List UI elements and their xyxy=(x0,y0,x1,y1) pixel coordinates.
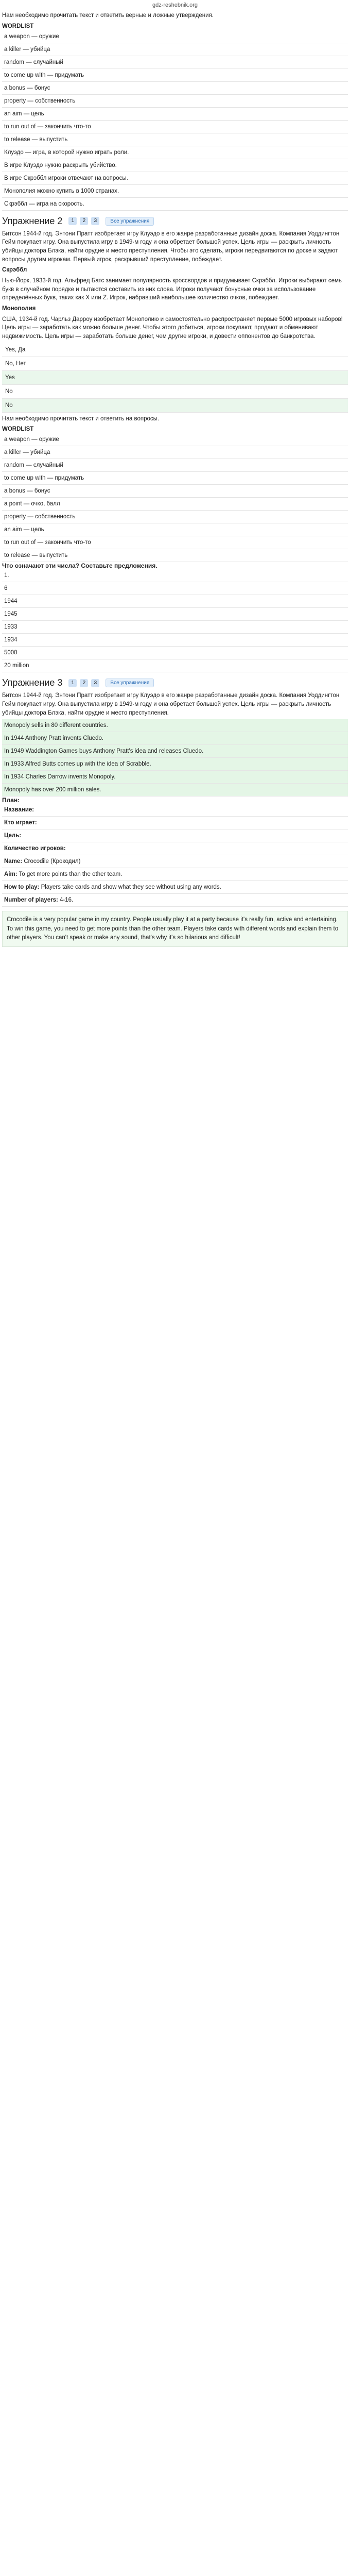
vocab-item: a bonus — бонус xyxy=(2,485,348,498)
facts-list xyxy=(2,719,348,796)
exercise-number[interactable]: 1 xyxy=(68,217,77,225)
wordlist-2 xyxy=(2,433,348,562)
vocab-item: to come up with — придумать xyxy=(2,472,348,485)
vocab-item: an aim — цель xyxy=(2,523,348,536)
plan-label: Aim: xyxy=(4,871,18,878)
exercise-number[interactable]: 2 xyxy=(80,217,88,225)
exercise-3-header xyxy=(2,677,348,688)
vocab-item: a weapon — оружие xyxy=(2,433,348,446)
task-2-text: Нам необходимо прочитать текст и ответить на вопросы. xyxy=(2,415,160,422)
vocab-item: a killer — убийца xyxy=(2,446,348,459)
vocab-item: to run out of — закончить что-то xyxy=(2,536,348,549)
number-item: 1933 xyxy=(2,621,348,634)
exercise-2-header xyxy=(2,216,348,227)
paragraph: Монополия xyxy=(2,306,36,312)
page xyxy=(0,0,350,947)
vocab-item: an aim — цель xyxy=(2,108,348,121)
wordlist xyxy=(2,30,348,146)
exercise-number[interactable]: 3 xyxy=(91,679,99,687)
plan-label: How to play: xyxy=(4,884,40,891)
answer-option[interactable]: No xyxy=(2,399,348,413)
numbers-list xyxy=(2,569,348,672)
answer-option[interactable]: No, Нет xyxy=(2,357,348,371)
all-exercises-button[interactable]: Все упражнения xyxy=(106,217,154,226)
number-item: 1944 xyxy=(2,595,348,608)
plan-label: Кто играет: xyxy=(4,820,37,826)
plan-row xyxy=(2,894,348,907)
plan-label: Количество игроков: xyxy=(4,845,66,852)
plan-row xyxy=(2,842,348,855)
statement: В игре Клуэдо нужно раскрыть убийство. xyxy=(2,159,348,172)
vocab-item: to release — выпустить xyxy=(2,549,348,562)
exercise-number[interactable]: 2 xyxy=(80,679,88,687)
answer-option[interactable]: Yes xyxy=(2,371,348,385)
number-item: 1945 xyxy=(2,608,348,621)
all-exercises-button[interactable]: Все упражнения xyxy=(106,679,154,687)
plan-heading: План: xyxy=(2,796,20,804)
intro-text: Нам необходимо прочитать текст и ответить верные и ложные утверждения. xyxy=(2,12,214,19)
fact-item: In 1933 Alfred Butts comes up with the idea of Scrabble. xyxy=(2,758,348,771)
plan-row xyxy=(2,817,348,829)
paragraph: Битсон 1944-й год. Энтони Пратт изобретает игру Клуэдо в его жанре разработанные дизайн доска. Компания Уоддингтон Гейм покупает игру. Она выпустила игру в 1949-м году и она обретает большой успех. Цель игры — раскрыть личность убийцы доктора Блэка, найти орудие и место преступления. Чтобы это сделать, игроки передвигаются по доске и задают вопросы другим игрокам. Первый игрок, раскрывший преступление, побеждает. xyxy=(2,230,340,263)
plan-list xyxy=(2,804,348,907)
exercise-3-nav xyxy=(68,679,99,687)
plan-row xyxy=(2,868,348,881)
paragraph: Скрэббл xyxy=(2,267,27,274)
plan-label: Number of players: xyxy=(4,897,58,904)
plan-label: Название: xyxy=(4,807,34,814)
text-body xyxy=(2,230,348,341)
wordlist-heading: WORDLIST xyxy=(2,23,34,29)
exercise-number[interactable]: 1 xyxy=(68,679,77,687)
wordlist-heading-2: WORDLIST xyxy=(2,426,34,433)
answer-options xyxy=(2,343,348,413)
exercise-2-title: Упражнение 2 xyxy=(2,215,63,226)
statement: Клуэдо — игра, в которой нужно играть роли. xyxy=(2,146,348,159)
fact-item: In 1944 Anthony Pratt invents Cluedo. xyxy=(2,732,348,745)
fact-item: In 1949 Waddington Games buys Anthony Pratt's idea and releases Cluedo. xyxy=(2,745,348,758)
vocab-item: property — собственность xyxy=(2,95,348,108)
vocab-item: random — случайный xyxy=(2,56,348,69)
exercise-3-text: Битсон 1944-й год. Энтони Пратт изобретает игру Клуэдо в его жанре разработанные дизайн доска. Компания Уоддингтон Гейм покупает игру. Она выпустила игру в 1949-м году и она обретает большой успех. Цель игры — раскрыть личность убийцы доктора Блэка, найти орудие и место преступления. xyxy=(2,692,340,716)
number-item: 1. xyxy=(2,569,348,582)
vocab-item: property — собственность xyxy=(2,511,348,523)
number-item: 6 xyxy=(2,582,348,595)
vocab-item: to release — выпустить xyxy=(2,133,348,146)
vocab-item: a killer — убийца xyxy=(2,43,348,56)
paragraph: Нью-Йорк, 1933-й год. Альфред Батс занимает популярность кроссвордов и придумывает Скрэббл. Игроки выбирают семь букв в случайном порядке и пытаются составить из них слова. Игроки получают бонусные очки за использование определённых букв, таких как Х или Z. Игрок, набравший наибольшее количество очков, побеждает. xyxy=(2,278,342,301)
vocab-item: to come up with — придумать xyxy=(2,69,348,82)
plan-value: Crocodile (Крокодил) xyxy=(22,858,81,865)
plan-row xyxy=(2,855,348,868)
vocab-item: a bonus — бонус xyxy=(2,82,348,95)
number-item: 5000 xyxy=(2,647,348,659)
exercise-number[interactable]: 3 xyxy=(91,217,99,225)
statement: В игре Скрэббл игроки отвечают на вопросы. xyxy=(2,172,348,185)
plan-label: Цель: xyxy=(4,833,22,839)
exercise-3-title: Упражнение 3 xyxy=(2,677,63,688)
vocab-item: to run out of — закончить что-то xyxy=(2,121,348,133)
statement: Скрэббл — игра на скорость. xyxy=(2,198,348,211)
number-item: 20 million xyxy=(2,659,348,672)
plan-value: 4-16. xyxy=(58,897,74,904)
number-item: 1934 xyxy=(2,634,348,647)
vocab-item: a point — очко, балл xyxy=(2,498,348,511)
site-url[interactable]: gdz-reshebnik.org xyxy=(152,2,198,8)
statement: Монополия можно купить в 1000 странах. xyxy=(2,185,348,198)
final-answer: Crocodile is a very popular game in my country. People usually play it at a party because it's really fun, active and entertaining. To win this game, you need to get more points than the other team. Players take cards with different words and explain them to other players. You can't speak or make any sound, that's why it's so hilarious and difficult! xyxy=(2,911,348,947)
plan-value: To get more points than the other team. xyxy=(17,871,122,878)
plan-row xyxy=(2,829,348,842)
statement-list xyxy=(2,146,348,211)
plan-row xyxy=(2,804,348,817)
plan-value: Players take cards and show what they see without using any words. xyxy=(39,884,221,891)
plan-row xyxy=(2,881,348,894)
vocab-item: random — случайный xyxy=(2,459,348,472)
vocab-item: a weapon — оружие xyxy=(2,30,348,43)
answer-option[interactable]: Yes, Да xyxy=(2,343,348,357)
answer-option[interactable]: No xyxy=(2,385,348,399)
plan-label: Name: xyxy=(4,858,23,865)
exercise-2-nav xyxy=(68,217,99,225)
paragraph: США, 1934-й год. Чарльз Дарроу изобретает Монополию и самостоятельно распространяет первые 5000 игровых наборов! Цель игры — заработать как можно больше денег. Чтобы этого добиться, игроки покупают, продают и обменивают недвижимость. Цель игры — заработать больше денег, чем другие игроки, и довести оппонентов до банкротства. xyxy=(2,316,343,340)
fact-item: Monopoly sells in 80 different countries. xyxy=(2,719,348,732)
fact-item: In 1934 Charles Darrow invents Monopoly. xyxy=(2,771,348,784)
fact-item: Monopoly has over 200 million sales. xyxy=(2,784,348,796)
numbers-heading: Что означают эти числа? Составьте предложения. xyxy=(2,562,157,570)
